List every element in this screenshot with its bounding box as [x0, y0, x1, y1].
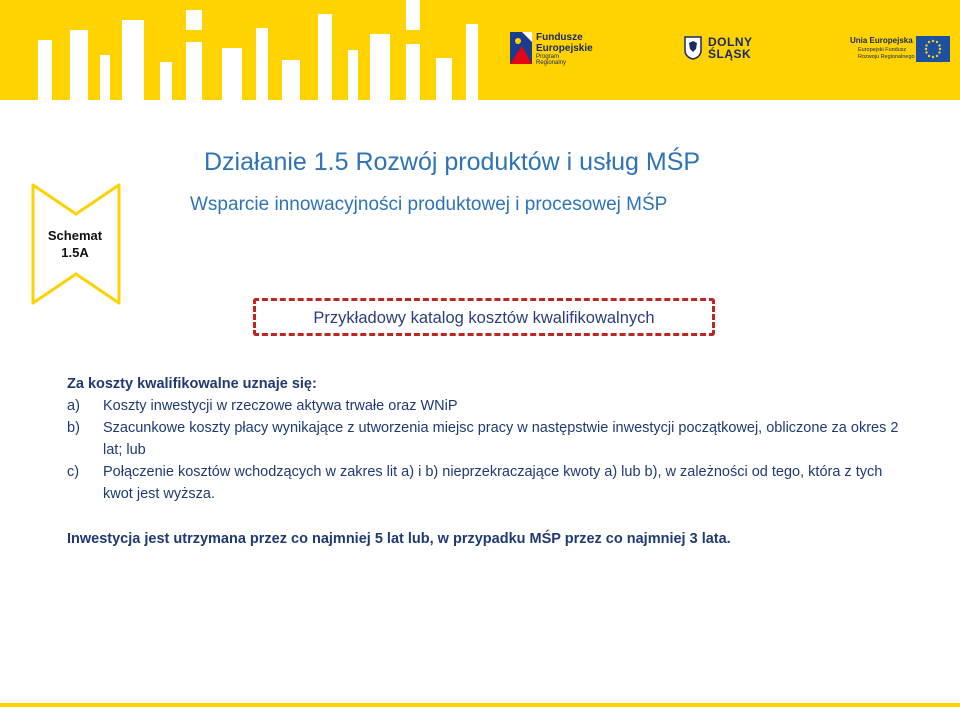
- list-item: a) Koszty inwestycji w rzeczowe aktywa trwałe oraz WNiP: [67, 398, 458, 414]
- logo-unia-europejska: Unia Europejska Europejski Fundusz Rozwoju Regionalnego: [850, 36, 950, 66]
- decorative-pattern: [0, 0, 500, 100]
- list-item: b) Szacunkowe koszty płacy wynikające z utworzenia miejsc pracy w następstwie inwestycji początkowej, obliczone za okres 2 lat; lub: [67, 420, 899, 458]
- schema-label: Schemat 1.5A: [47, 228, 103, 260]
- page-subtitle: Wsparcie innowacyjności produktowej i procesowej MŚP: [190, 194, 668, 215]
- fe-flag-icon: [510, 32, 532, 64]
- crest-icon: [684, 36, 702, 60]
- eligible-costs-section: [67, 373, 907, 505]
- logo-fundusze-europejskie: Fundusze Europejskie Program Regionalny: [510, 30, 590, 70]
- eligible-costs-intro: Za koszty kwalifikowalne uznaje się:: [67, 376, 317, 392]
- page-title: Działanie 1.5 Rozwój produktów i usług MŚP: [204, 148, 701, 176]
- eu-flag-icon: [916, 36, 950, 62]
- catalog-box-label: Przykładowy katalog kosztów kwalifikowalnych: [313, 309, 655, 327]
- header-banner: [0, 0, 960, 100]
- logo-dolny-slask: DOLNY ŚLĄSK: [684, 36, 764, 68]
- catalog-box: [253, 298, 715, 336]
- list-item: c) Połączenie kosztów wchodzących w zakres lit a) i b) nieprzekraczające kwoty a) lub b), w zależności od tego, która z tych kwot jest wyższa.: [67, 464, 883, 502]
- maintenance-note: Inwestycja jest utrzymana przez co najmniej 5 lat lub, w przypadku MŚP przez co najmniej 3 lata.: [67, 531, 731, 547]
- bottom-divider: [0, 703, 960, 707]
